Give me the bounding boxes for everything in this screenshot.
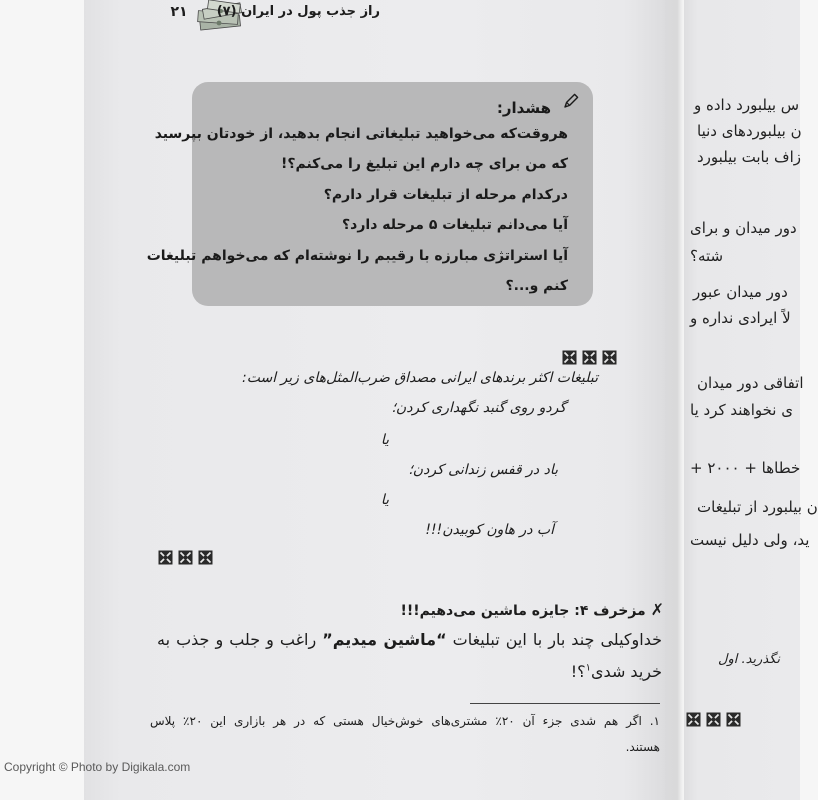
body-line bbox=[500, 661, 662, 683]
cross-mark: ✗ bbox=[650, 600, 664, 619]
ornament-icon bbox=[686, 712, 701, 727]
section-heading-text: مزخرف ۴: جایزه ماشین می‌دهیم!!! bbox=[400, 603, 646, 619]
page-number: ۲۱ bbox=[170, 4, 188, 20]
ornament-icon bbox=[726, 712, 741, 727]
section-heading bbox=[400, 600, 664, 620]
proverb-or: یا bbox=[380, 432, 390, 448]
right-page-text: لاً ایرادی نداره و bbox=[690, 309, 791, 327]
copyright-notice: Copyright © Photo by Digikala.com bbox=[4, 760, 191, 774]
warning-line: کنم و...؟ bbox=[505, 278, 568, 294]
ornament-icon bbox=[562, 350, 577, 365]
right-page-text: شته؟ bbox=[690, 247, 724, 265]
warning-line: درکدام مرحله از تبلیغات قرار دارم؟ bbox=[323, 187, 568, 203]
right-page bbox=[684, 0, 818, 800]
right-page-text: خطاها + ۲۰۰۰ + bbox=[690, 459, 801, 477]
body-text: خداوکیلی چند بار با این تبلیغات bbox=[446, 630, 663, 649]
footnote-rule bbox=[470, 703, 660, 704]
right-page-text: س بیلبورد داده و bbox=[694, 96, 800, 114]
right-page-text: ی نخواهند کرد یا bbox=[690, 401, 793, 419]
warning-line: آیا می‌دانم تبلیغات ۵ مرحله دارد؟ bbox=[342, 217, 568, 233]
footnote-line: هستند. bbox=[625, 740, 660, 754]
body-line bbox=[157, 629, 662, 651]
right-page-text: زاف بابت بیلبورد bbox=[697, 148, 802, 166]
body-text: ؟! bbox=[570, 662, 586, 681]
ornament-separator bbox=[562, 350, 617, 365]
running-title: راز جذب پول در ایران (۷) bbox=[216, 4, 380, 19]
proverb-line: باد در قفس زندانی کردن؛ bbox=[408, 462, 558, 478]
warning-line: آیا استراتژی مبارزه با رقیبم را نوشته‌ام که می‌خواهم تبلیغات bbox=[146, 248, 568, 264]
right-page-text: نگذرید. اول bbox=[718, 652, 780, 667]
ornament-icon bbox=[706, 712, 721, 727]
ornament-icon bbox=[198, 550, 213, 565]
quoted-slogan: “ماشین میدیم” bbox=[322, 630, 447, 649]
right-page-text: دور میدان و برای bbox=[690, 219, 797, 237]
right-page-text: دور میدان عبور bbox=[693, 283, 788, 301]
ornament-icon bbox=[602, 350, 617, 365]
right-page-text: ن بیلبورد از تبلیغات bbox=[697, 498, 818, 516]
ornament-icon bbox=[582, 350, 597, 365]
pencil-icon bbox=[562, 92, 580, 110]
warning-line: که من برای چه دارم این تبلیغ را می‌کنم؟! bbox=[280, 156, 568, 172]
ornament-icon bbox=[158, 550, 173, 565]
warning-line: هروقت‌که می‌خواهید تبلیغاتی انجام بدهید، از خودتان بپرسید bbox=[154, 126, 568, 142]
right-page-text: اتفاقی دور میدان bbox=[697, 374, 804, 392]
ornament-separator bbox=[158, 550, 213, 565]
proverbs-intro: تبلیغات اکثر برندهای ایرانی مصداق ضرب‌المثل‌های زیر است: bbox=[242, 370, 598, 386]
proverb-line: گردو روی گنبد نگهداری کردن؛ bbox=[391, 400, 566, 416]
proverb-line: آب در هاون کوبیدن!!! bbox=[425, 522, 554, 538]
proverb-or: یا bbox=[380, 492, 390, 508]
ornament-icon bbox=[178, 550, 193, 565]
ornament-separator bbox=[686, 712, 741, 727]
footnote-ref: ۱ bbox=[585, 662, 592, 674]
body-text: راغب و جلب و جذب به bbox=[157, 630, 323, 649]
body-text: خرید شدی bbox=[591, 662, 662, 681]
footnote-line: ۱. اگر هم شدی جزء آن ۲۰٪ مشتری‌های خوش‌خیال هستی که در هر بازاری این ۲۰٪ پلاس bbox=[150, 714, 660, 728]
warning-box bbox=[146, 82, 593, 306]
warning-heading: هشدار: bbox=[496, 99, 551, 117]
right-page-text: ن بیلبوردهای دنیا bbox=[697, 122, 802, 140]
right-page-text: ید، ولی دلیل نیست bbox=[690, 531, 810, 549]
